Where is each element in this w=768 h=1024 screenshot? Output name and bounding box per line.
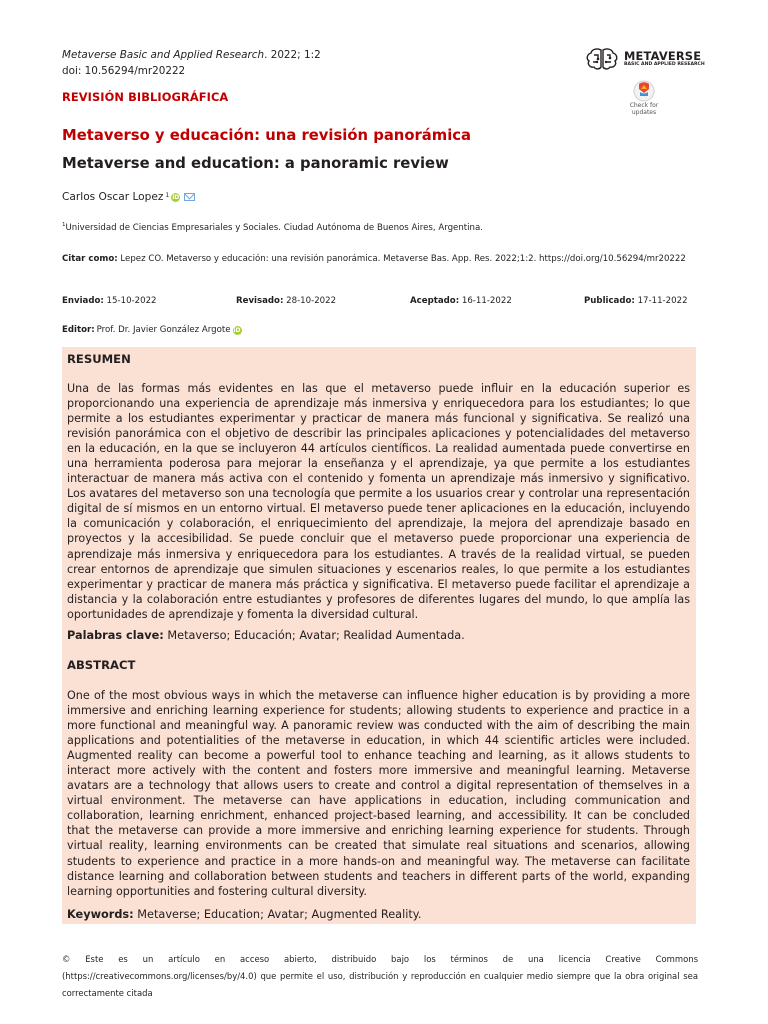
- date-published-value: 17-11-2022: [634, 296, 688, 306]
- logo-subtitle: BASIC AND APPLIED RESEARCH: [624, 62, 705, 67]
- abstract-text: One of the most obvious ways in which the metaverse can influence higher education is by providing a more immersive and enriching learning experience for students; allowing students to experience and practice in a more functional and meaningful way. A panoramic review was conducted with the aim of describing the main applications and potentialities of the metaverse in education, in which 44 scientific articles were included. Augmented reality can become a powerful tool to enhance teaching and learning, as it allows students to interact more actively with the content and fosters more immersive and meaningful learning. Metaverse avatars are a technology that allows users to create and control a digital representation of themselves in a virtual environment. The metaverse can have applications in education, including communication and collaboration, learning enrichment, enhanced project-based learning, and accessibility. It can be concluded that the metaverse can provide a more immersive and enriching learning experience for students. Through virtual reality, learning environments can be created that simulate real situations and scenarios, allowing students to experience and practice in a more hands-on and meaningful way. The metaverse can facilitate distance learning and collaboration between students and teachers in different parts of the world, expanding learning opportunities and fostering cultural diversity.: [67, 689, 690, 898]
- orcid-icon[interactable]: iD: [233, 326, 241, 334]
- dates-row: [62, 296, 698, 306]
- author-name: Carlos Oscar Lopez: [62, 191, 164, 203]
- abstract-box: [62, 347, 696, 924]
- resumen-heading: RESUMEN: [67, 352, 131, 366]
- citation: [62, 252, 698, 267]
- resumen-keywords-value: Metaverso; Educación; Avatar; Realidad Aumentada.: [163, 629, 465, 642]
- title-spanish: Metaverso y educación: una revisión panorámica: [62, 127, 472, 144]
- orcid-icon[interactable]: iD: [172, 193, 180, 201]
- title-english: Metaverse and education: a panoramic review: [62, 155, 449, 172]
- date-reviewed: [236, 296, 410, 306]
- abstract-keywords: [67, 907, 421, 922]
- date-accepted-label: Aceptado:: [410, 296, 460, 306]
- resumen-text: Una de las formas más evidentes en las que el metaverso puede influir en la educación superior es proporcionando una experiencia de aprendizaje más inmersiva y enriquecedora para los estudiantes; lo que permite a los estudiantes experimentar y practicar de manera más funcional y significativa. Se realizó una revisión panorámica con el objetivo de describir las principales aplicaciones y potencialidades del metaverso en la educación, en la que se incluyeron 44 artículos científicos. La realidad aumentada puede convertirse en una herramienta poderosa para mejorar la enseñanza y el aprendizaje, ya que permite a los estudiantes interactuar de manera más activa con el contenido y fomenta un aprendizaje más inmersivo y significativo. Los avatares del metaverso son una tecnología que permite a los usuarios crear y controlar una representación digital de sí mismos en un entorno virtual. El metaverso puede tener aplicaciones en la educación, incluyendo la comunicación y colaboración, el enriquecimiento del aprendizaje, la mejora del aprendizaje basado en proyectos y la accesibilidad. Se puede concluir que el metaverso puede proporcionar una experiencia de aprendizaje más inmersiva y enriquecedora para los estudiantes. A través de la realidad virtual, se pueden crear entornos de aprendizaje que simulen situaciones y escenarios reales, lo que permite a los estudiantes experimentar y practicar de manera más práctica y significativa. El metaverso puede facilitar el aprendizaje a distancia y la colaboración entre estudiantes y profesores de diferentes lugares del mundo, lo que amplía las oportunidades de aprendizaje y fomenta la diversidad cultural.: [67, 382, 690, 621]
- editor-name: Prof. Dr. Javier González Argote: [96, 325, 231, 335]
- date-sent: [62, 296, 236, 306]
- abstract-keywords-value: Metaverse; Education; Avatar; Augmented Reality.: [133, 908, 422, 921]
- journal-volume: . 2022; 1:2: [264, 49, 321, 61]
- check-for-updates-label: Check for updates: [629, 102, 659, 116]
- affiliation-text: Universidad de Ciencias Empresariales y Sociales. Ciudad Autónoma de Buenos Aires, Argentina.: [65, 222, 483, 233]
- section-type: REVISIÓN BIBLIOGRÁFICA: [62, 90, 229, 104]
- brain-icon: [585, 47, 619, 71]
- date-accepted: [410, 296, 584, 306]
- author-line: [62, 191, 195, 203]
- check-for-updates-icon: [633, 80, 655, 102]
- logo-title: METAVERSE: [624, 49, 702, 63]
- journal-logo: [585, 47, 705, 71]
- check-for-updates-badge[interactable]: [622, 80, 666, 116]
- mail-icon[interactable]: [184, 193, 195, 201]
- affiliation-mark: 1: [62, 222, 66, 228]
- license-footer: © Este es un artículo en acceso abierto, distribuido bajo los términos de una licencia Creative Commons (https://creativecommons.org/licenses/by/4.0) que permite el uso, distribución y reproducción en cualquier medio siempre que la obra original sea correctamente citada: [62, 954, 698, 998]
- citation-label: Citar como:: [62, 254, 118, 264]
- journal-name: Metaverse Basic and Applied Research: [62, 49, 265, 61]
- resumen-keywords: [67, 628, 465, 643]
- date-sent-label: Enviado:: [62, 296, 104, 306]
- date-published-label: Publicado:: [584, 296, 635, 306]
- citation-text[interactable]: Lepez CO. Metaverso y educación: una revisión panorámica. Metaverse Bas. App. Res. 2022;1:2. https://doi.org/10.56294/mr20222: [117, 254, 686, 264]
- date-reviewed-value: 28-10-2022: [283, 296, 337, 306]
- date-accepted-value: 16-11-2022: [459, 296, 512, 306]
- date-reviewed-label: Revisado:: [236, 296, 284, 306]
- journal-doi: doi: 10.56294/mr20222: [62, 65, 186, 77]
- abstract-keywords-label: Keywords:: [67, 908, 134, 921]
- affiliation: [62, 222, 483, 233]
- resumen-keywords-label: Palabras clave:: [67, 629, 164, 642]
- date-published: [584, 296, 688, 306]
- date-sent-value: 15-10-2022: [103, 296, 157, 306]
- editor-line: [62, 325, 242, 335]
- journal-info: [62, 47, 321, 79]
- editor-label: Editor:: [62, 325, 95, 335]
- author-affil-mark: 1: [165, 191, 170, 199]
- abstract-heading: ABSTRACT: [67, 658, 136, 672]
